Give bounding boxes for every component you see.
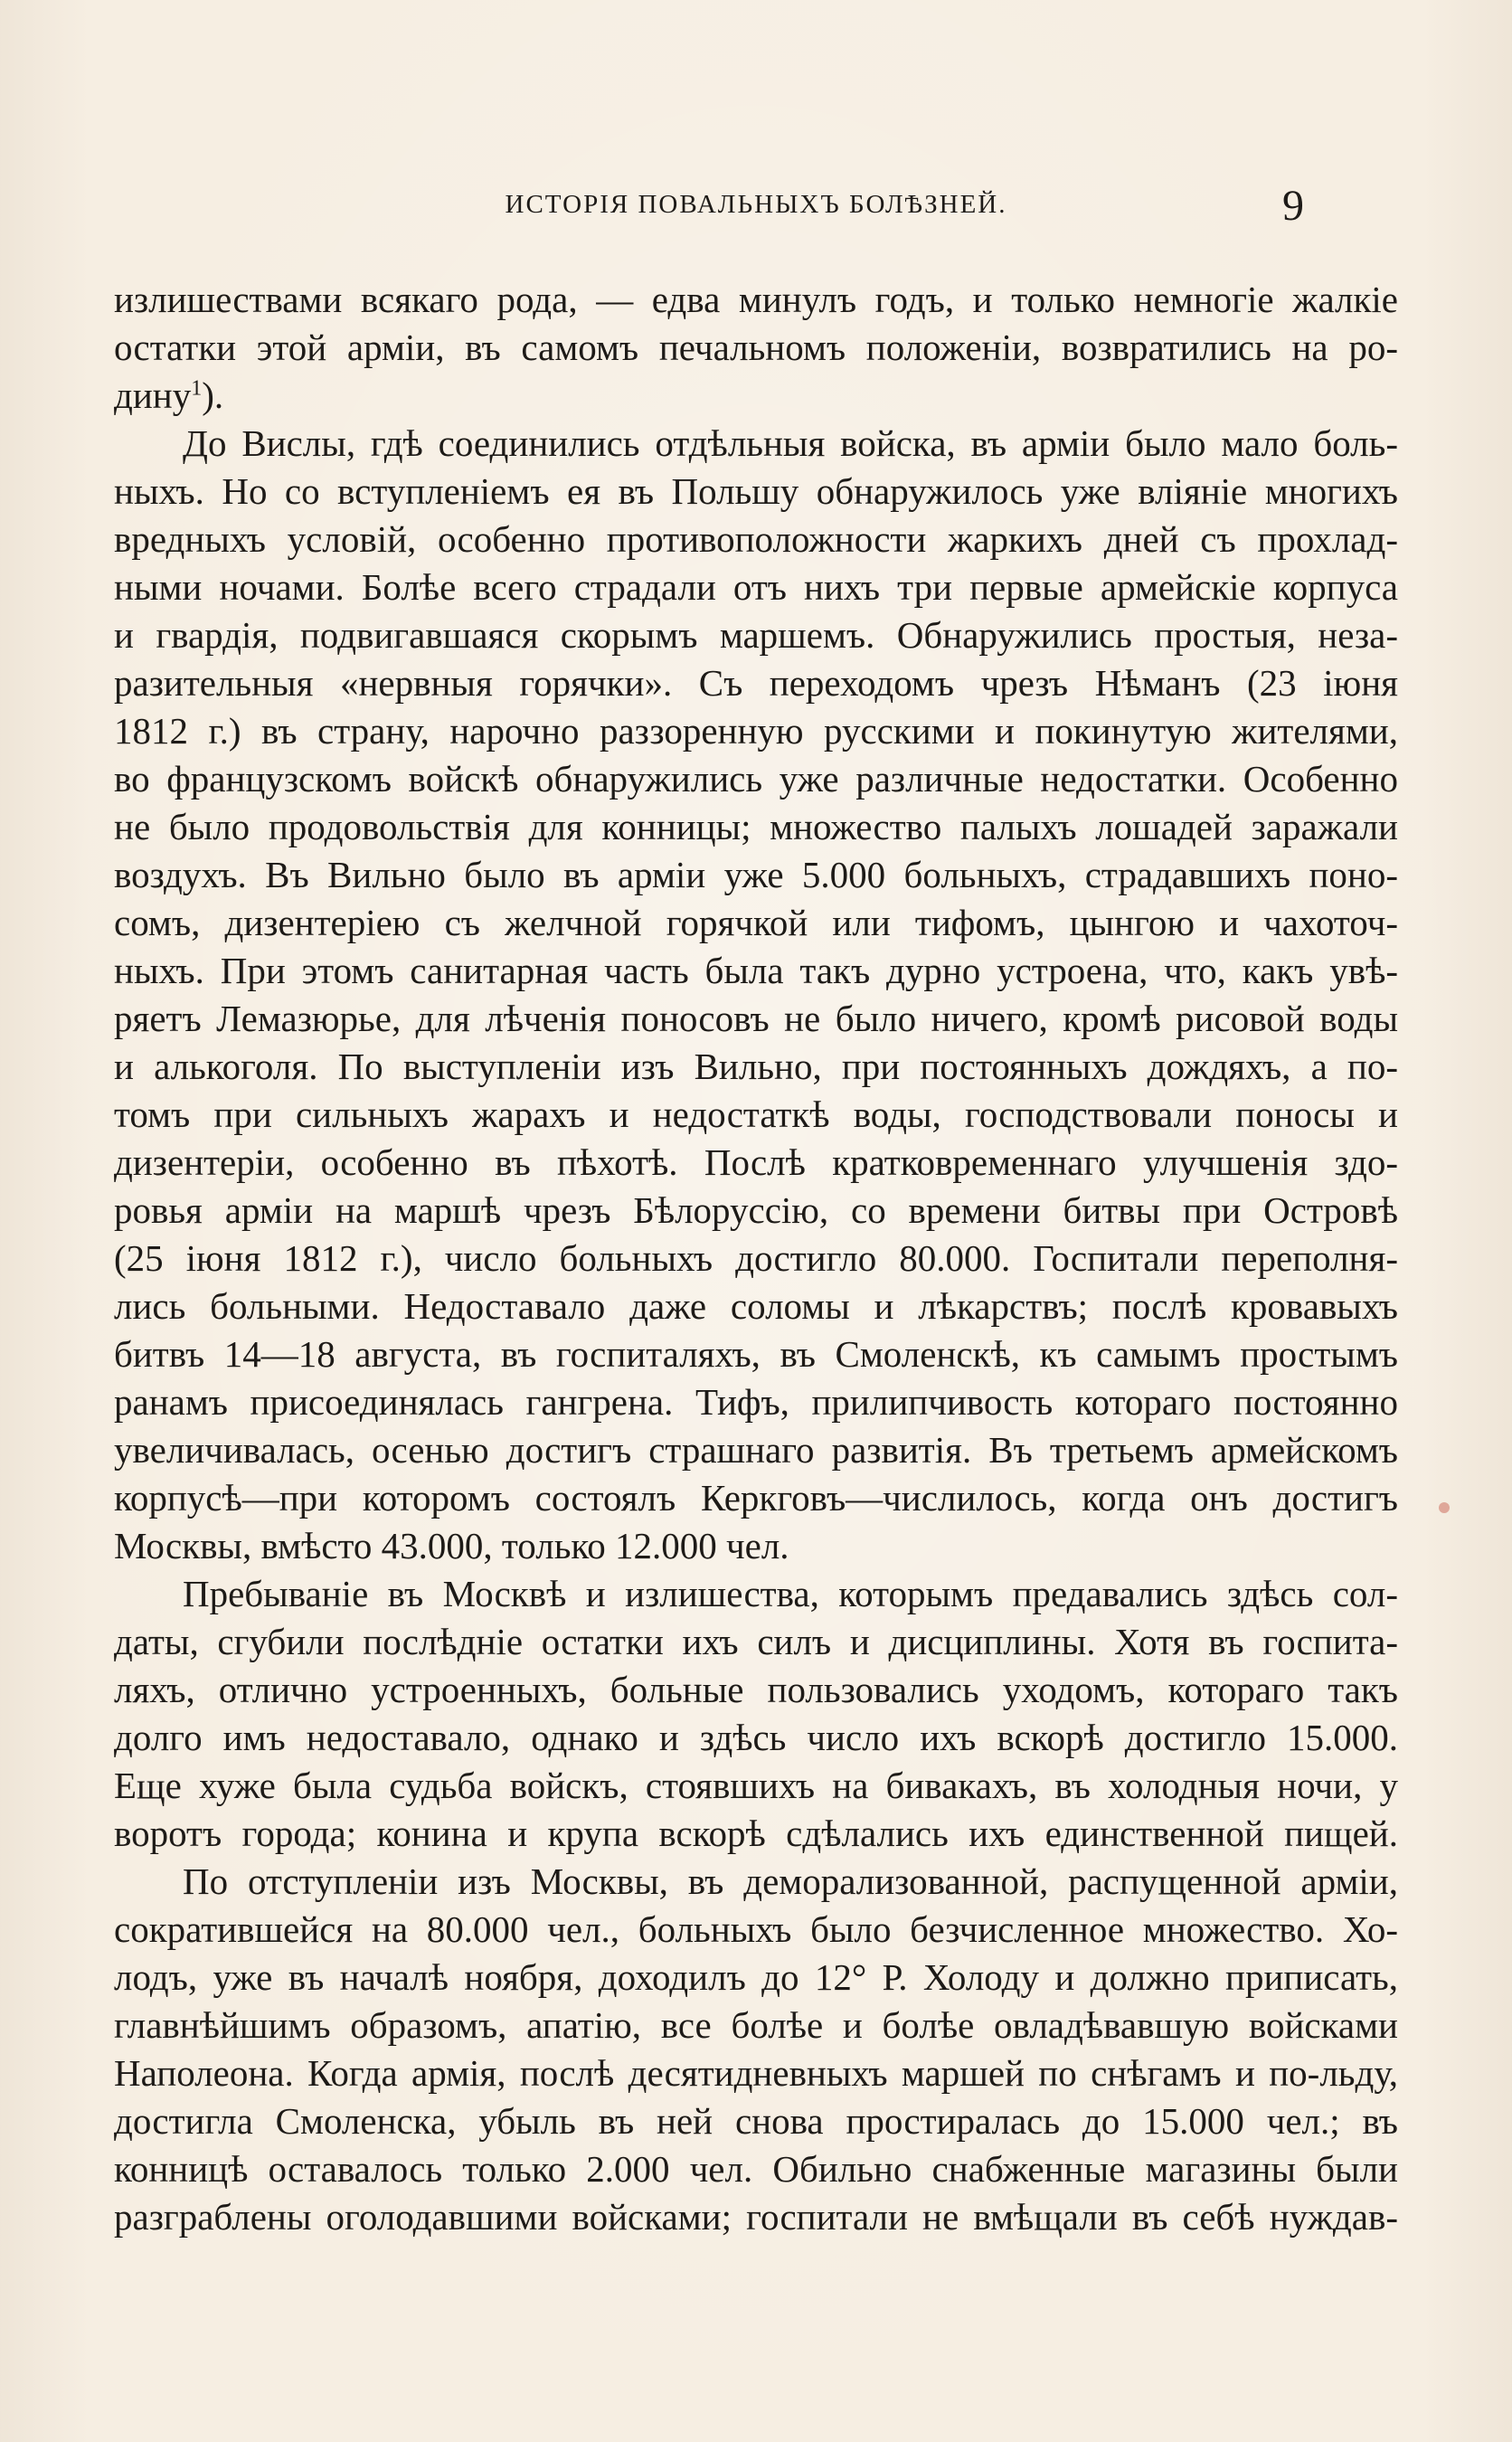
text-line	[114, 899, 1398, 947]
line-text: (25 іюня 1812 г.), число больныхъ достигло 80.000. Госпитали переполня-	[114, 1237, 1398, 1279]
line-text: До Вислы, гдѣ соединились отдѣльныя войска, въ арміи было мало боль-	[183, 422, 1398, 464]
line-text: воздухъ. Въ Вильно было въ арміи уже 5.000 больныхъ, страдавшихъ поно-	[114, 854, 1398, 895]
line-text: Москвы, вмѣсто 43.000, только 12.000 чел.	[114, 1525, 789, 1566]
text-line	[114, 1426, 1398, 1474]
line-text: ранамъ присоединялась гангрена. Тифъ, прилипчивость котораго постоянно	[114, 1381, 1398, 1423]
line-text: и алькоголя. По выступленіи изъ Вильно, при постоянныхъ дождяхъ, а по-	[114, 1046, 1398, 1087]
text-line	[114, 324, 1398, 372]
line-text: Пребываніе въ Москвѣ и излишества, которымъ предавались здѣсь сол-	[183, 1573, 1398, 1614]
line-text: Наполеона. Когда армія, послѣ десятидневныхъ маршей по снѣгамъ и по-льду,	[114, 2052, 1398, 2094]
text-line	[114, 516, 1398, 563]
stain-mark	[1439, 1502, 1450, 1513]
footnote-mark: 1	[191, 376, 203, 401]
text-line	[114, 1714, 1398, 1762]
text-line	[114, 1906, 1398, 1954]
text-line	[114, 755, 1398, 803]
line-text: ныхъ. Но со вступленіемъ ея въ Польшу обнаружилось уже вліяніе многихъ	[114, 470, 1398, 512]
running-title: ИСТОРІЯ ПОВАЛЬНЫХЪ БОЛѢЗНЕЙ.	[505, 190, 1007, 219]
text-line	[114, 1954, 1398, 2002]
text-line	[114, 563, 1398, 611]
line-text: ровья арміи на маршѣ чрезъ Бѣлоруссію, со времени битвы при Островѣ	[114, 1189, 1398, 1231]
line-text: остатки этой арміи, въ самомъ печальномъ положеніи, возвратились на ро-	[114, 327, 1398, 368]
line-text: достигла Смоленска, убыль въ ней снова простиралась до 15.000 чел.; въ	[114, 2100, 1398, 2142]
line-text: увеличивалась, осенью достигъ страшнаго развитія. Въ третьемъ армейскомъ	[114, 1429, 1398, 1471]
text-line	[114, 1666, 1398, 1714]
text-line	[114, 1187, 1398, 1235]
text-line	[114, 2145, 1398, 2193]
body-text	[114, 276, 1398, 2241]
text-line	[114, 803, 1398, 851]
text-line	[114, 2049, 1398, 2097]
line-text: вредныхъ условій, особенно противоположности жаркихъ дней съ прохлад-	[114, 518, 1398, 560]
text-line	[114, 659, 1398, 707]
text-line	[114, 1043, 1398, 1091]
line-text: ляхъ, отлично устроенныхъ, больные пользовались уходомъ, котораго такъ	[114, 1669, 1398, 1710]
text-line	[114, 420, 1398, 468]
line-text: По отступленіи изъ Москвы, въ деморализованной, распущенной арміи,	[183, 1860, 1398, 1902]
text-line	[114, 1235, 1398, 1283]
text-line	[114, 995, 1398, 1043]
text-line	[114, 468, 1398, 516]
line-text: и гвардія, подвигавшаяся скорымъ маршемъ. Обнаружились простыя, неза-	[114, 614, 1398, 656]
line-text: ныхъ. При этомъ санитарная часть была такъ дурно устроена, что, какъ увѣ-	[114, 950, 1398, 991]
line-text: конницѣ оставалось только 2.000 чел. Обильно снабженные магазины были	[114, 2148, 1398, 2190]
text-line	[114, 947, 1398, 995]
line-text: воротъ города; конина и крупа вскорѣ сдѣлались ихъ единственной пищей.	[114, 1813, 1398, 1854]
line-tail: ).	[202, 374, 224, 416]
text-line	[114, 2002, 1398, 2049]
text-line	[114, 2097, 1398, 2145]
text-line	[114, 1330, 1398, 1378]
text-line	[114, 1570, 1398, 1618]
line-text: даты, сгубили послѣдніе остатки ихъ силъ и дисциплины. Хотя въ госпита-	[114, 1621, 1398, 1662]
text-line	[114, 1618, 1398, 1666]
line-text: разительныя «нервныя горячки». Съ переходомъ чрезъ Нѣманъ (23 іюня	[114, 662, 1398, 704]
line-text: дину	[114, 374, 192, 416]
line-text: ряетъ Лемазюрье, для лѣченія поносовъ не было ничего, кромѣ рисовой воды	[114, 998, 1398, 1039]
text-line	[114, 276, 1398, 324]
line-text: дизентеріи, особенно въ пѣхотѣ. Послѣ кратковременнаго улучшенія здо-	[114, 1141, 1398, 1183]
text-line	[114, 1810, 1398, 1858]
text-line	[114, 851, 1398, 899]
line-text: 1812 г.) въ страну, нарочно раззоренную русскими и покинутую жителями,	[114, 710, 1398, 752]
line-text: лись больными. Недоставало даже соломы и лѣкарствъ; послѣ кровавыхъ	[114, 1285, 1398, 1327]
text-line	[114, 2193, 1398, 2241]
line-text: разграблены оголодавшими войсками; госпитали не вмѣщали въ себѣ нуждав-	[114, 2196, 1398, 2238]
line-text: во французскомъ войскѣ обнаружились уже различные недостатки. Особенно	[114, 758, 1398, 800]
text-line	[114, 372, 1398, 420]
text-line	[114, 1762, 1398, 1810]
text-line	[114, 707, 1398, 755]
line-text: главнѣйшимъ образомъ, апатію, все болѣе и болѣе овладѣвавшую войсками	[114, 2004, 1398, 2046]
running-head	[109, 181, 1403, 235]
line-text: не было продовольствія для конницы; множество палыхъ лошадей заражали	[114, 806, 1398, 847]
line-text: битвъ 14—18 августа, въ госпиталяхъ, въ Смоленскѣ, къ самымъ простымъ	[114, 1333, 1398, 1375]
text-line	[114, 1378, 1398, 1426]
line-text: Еще хуже была судьба войскъ, стоявшихъ на бивакахъ, въ холодныя ночи, у	[114, 1765, 1398, 1806]
line-text: корпусѣ—при которомъ состоялъ Керкговъ—числилось, когда онъ достигъ	[114, 1477, 1398, 1519]
text-line	[114, 1283, 1398, 1330]
page-number: 9	[1282, 182, 1304, 230]
line-text: долго имъ недоставало, однако и здѣсь число ихъ вскорѣ достигло 15.000.	[114, 1717, 1398, 1758]
line-text: излишествами всякаго рода, — едва минулъ годъ, и только немногіе жалкіе	[114, 279, 1398, 320]
line-text: лодъ, уже въ началѣ ноября, доходилъ до 12° Р. Холоду и должно приписать,	[114, 1956, 1398, 1998]
text-line	[114, 1522, 1398, 1570]
line-text: томъ при сильныхъ жарахъ и недостаткѣ воды, господствовали поносы и	[114, 1093, 1398, 1135]
line-text: сомъ, дизентеріею съ желчной горячкой или тифомъ, цынгою и чахоточ-	[114, 902, 1398, 943]
text-line	[114, 1474, 1398, 1522]
text-line	[114, 1139, 1398, 1187]
line-text: ными ночами. Болѣе всего страдали отъ нихъ три первые армейскіе корпуса	[114, 566, 1398, 608]
text-line	[114, 611, 1398, 659]
line-text: сократившейся на 80.000 чел., больныхъ было безчисленное множество. Хо-	[114, 1908, 1398, 1950]
text-line	[114, 1091, 1398, 1139]
text-line	[114, 1858, 1398, 1906]
